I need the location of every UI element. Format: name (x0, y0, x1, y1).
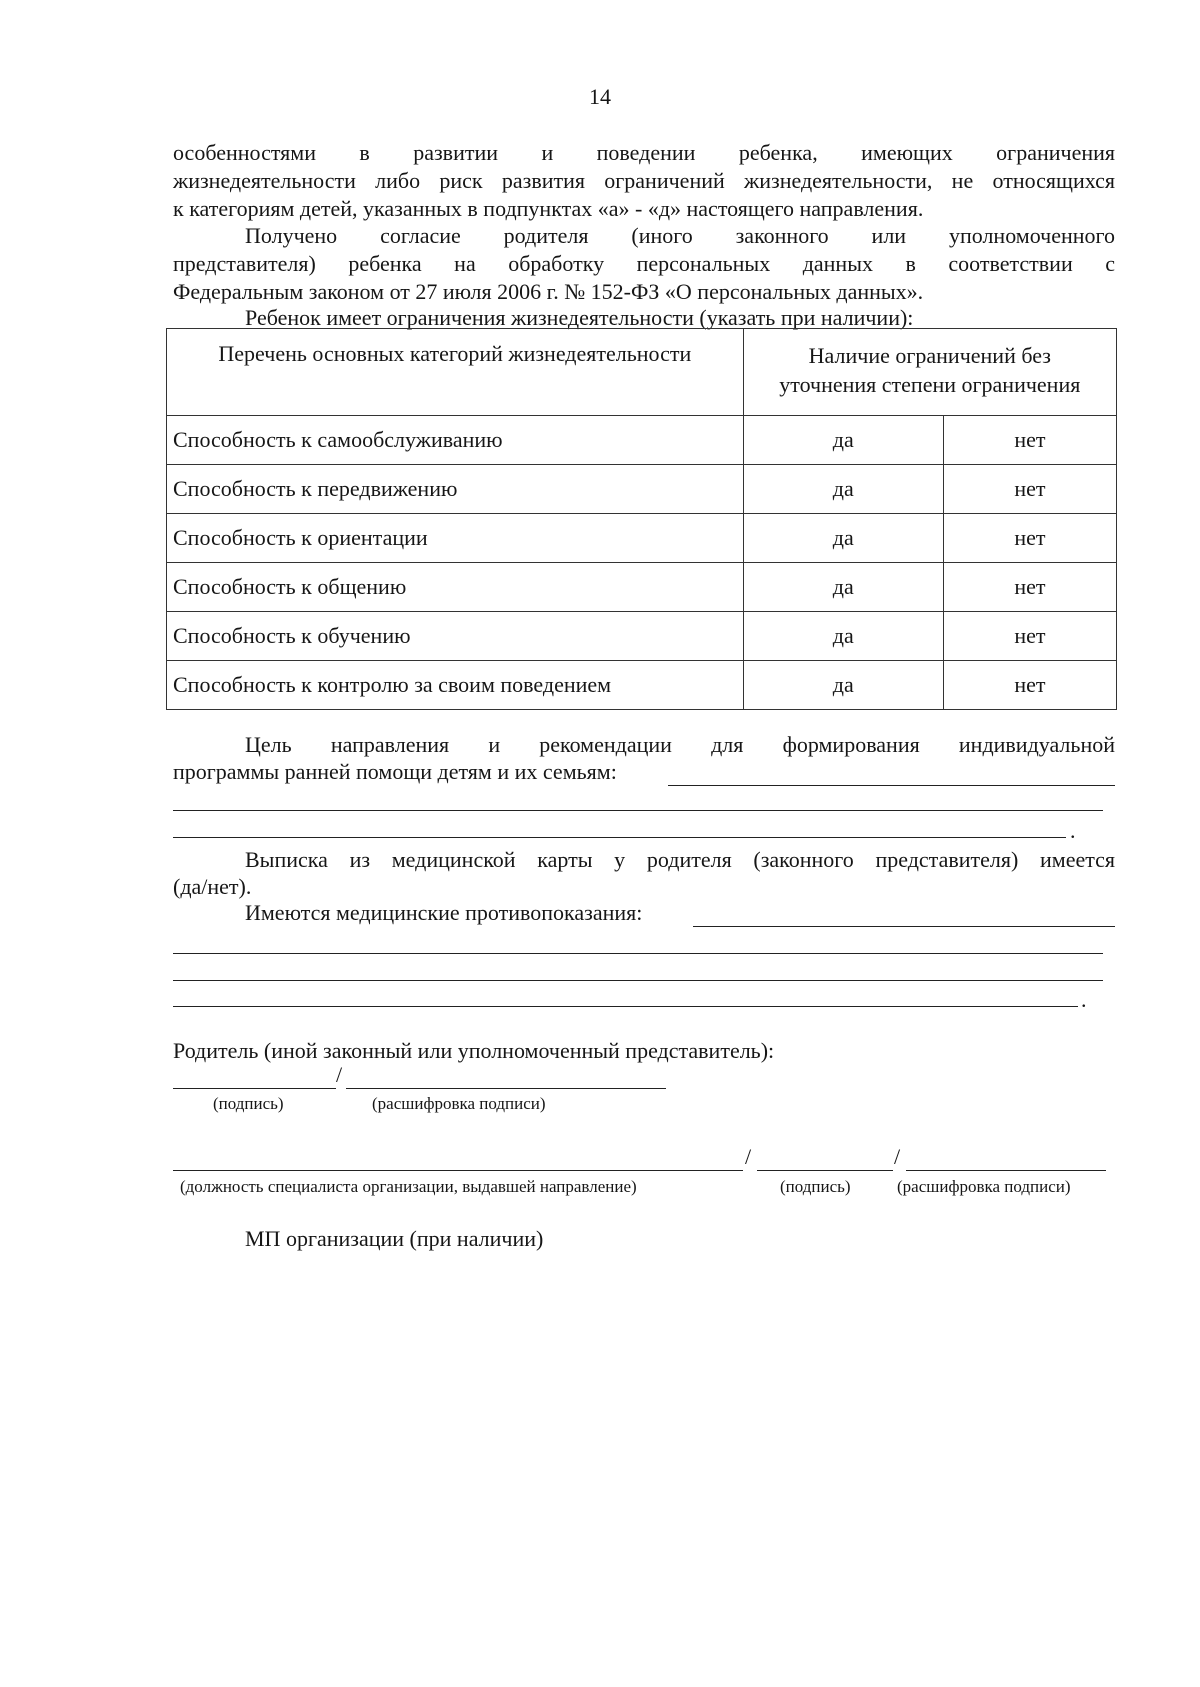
goal-line: Цель направления и рекомендации для формирования индивидуальной (245, 732, 1115, 757)
header-categories: Перечень основных категорий жизнедеятельности (167, 329, 744, 416)
ability-name: Способность к самообслуживанию (167, 416, 744, 465)
parent-signature-line[interactable] (173, 1088, 336, 1089)
table-row (167, 563, 1117, 612)
extract-line: (да/нет). (173, 874, 252, 899)
answer-yes[interactable]: да (743, 416, 943, 465)
answer-no[interactable]: нет (943, 563, 1116, 612)
table-header-row (167, 329, 1117, 416)
ability-name: Способность к контролю за своим поведением (167, 661, 744, 710)
period: . (1081, 987, 1087, 1012)
header-limitations (743, 329, 1116, 416)
parent-decode-caption: (расшифровка подписи) (372, 1094, 546, 1113)
page-number: 14 (589, 84, 611, 109)
goal-input-line[interactable] (668, 785, 1115, 786)
ability-name: Способность к ориентации (167, 514, 744, 563)
goal-input-line[interactable] (173, 837, 1066, 838)
table-row (167, 416, 1117, 465)
specialist-decode-caption: (расшифровка подписи) (897, 1177, 1071, 1196)
answer-yes[interactable]: да (743, 514, 943, 563)
specialist-position-caption: (должность специалиста организации, выдавшей направление) (180, 1177, 637, 1196)
slash-separator: / (894, 1144, 901, 1169)
extract-line: Выписка из медицинской карты у родителя (законного представителя) имеется (245, 847, 1115, 872)
answer-no[interactable]: нет (943, 612, 1116, 661)
table-row (167, 465, 1117, 514)
goal-input-line[interactable] (173, 810, 1103, 811)
contraindications-input-line[interactable] (173, 980, 1103, 981)
answer-yes[interactable]: да (743, 465, 943, 514)
paragraph-line: к категориям детей, указанных в подпунктах «а» - «д» настоящего направления. (173, 196, 924, 221)
slash-separator: / (336, 1062, 343, 1087)
paragraph-line: Федеральным законом от 27 июля 2006 г. № 152-ФЗ «О персональных данных». (173, 279, 924, 304)
paragraph-line: особенностями в развитии и поведении ребенка, имеющих ограничения (173, 140, 1115, 165)
ability-name: Способность к общению (167, 563, 744, 612)
header-limitations-line1: Наличие ограничений без (808, 343, 1051, 368)
contraindications-label: Имеются медицинские противопоказания: (245, 900, 643, 925)
specialist-signature-line[interactable] (757, 1170, 893, 1171)
period: . (1070, 818, 1076, 843)
parent-sign-caption: (подпись) (213, 1094, 284, 1113)
answer-no[interactable]: нет (943, 514, 1116, 563)
answer-yes[interactable]: да (743, 661, 943, 710)
contraindications-input-line[interactable] (173, 1006, 1078, 1007)
contraindications-input-line[interactable] (693, 926, 1115, 927)
header-limitations-line2: уточнения степени ограничения (779, 372, 1081, 397)
answer-yes[interactable]: да (743, 612, 943, 661)
table-intro: Ребенок имеет ограничения жизнедеятельности (указать при наличии): (245, 305, 914, 330)
answer-no[interactable]: нет (943, 661, 1116, 710)
abilities-table (166, 328, 1117, 710)
parent-label: Родитель (иной законный или уполномоченный представитель): (173, 1038, 775, 1063)
table-row (167, 612, 1117, 661)
answer-no[interactable]: нет (943, 416, 1116, 465)
table-row (167, 661, 1117, 710)
paragraph-line: жизнедеятельности либо риск развития ограничений жизнедеятельности, не относящихся (173, 168, 1115, 193)
paragraph-line: представителя) ребенка на обработку персональных данных в соответствии с (173, 251, 1115, 276)
specialist-decode-line[interactable] (906, 1170, 1106, 1171)
contraindications-input-line[interactable] (173, 953, 1103, 954)
specialist-position-line[interactable] (173, 1170, 743, 1171)
answer-yes[interactable]: да (743, 563, 943, 612)
specialist-sign-caption: (подпись) (780, 1177, 851, 1196)
ability-name: Способность к обучению (167, 612, 744, 661)
paragraph-line: Получено согласие родителя (иного законного или уполномоченного (245, 223, 1115, 248)
stamp-label: МП организации (при наличии) (245, 1226, 544, 1251)
goal-label: программы ранней помощи детям и их семьям: (173, 759, 617, 784)
parent-decode-line[interactable] (346, 1088, 666, 1089)
ability-name: Способность к передвижению (167, 465, 744, 514)
slash-separator: / (745, 1144, 752, 1169)
table-row (167, 514, 1117, 563)
answer-no[interactable]: нет (943, 465, 1116, 514)
